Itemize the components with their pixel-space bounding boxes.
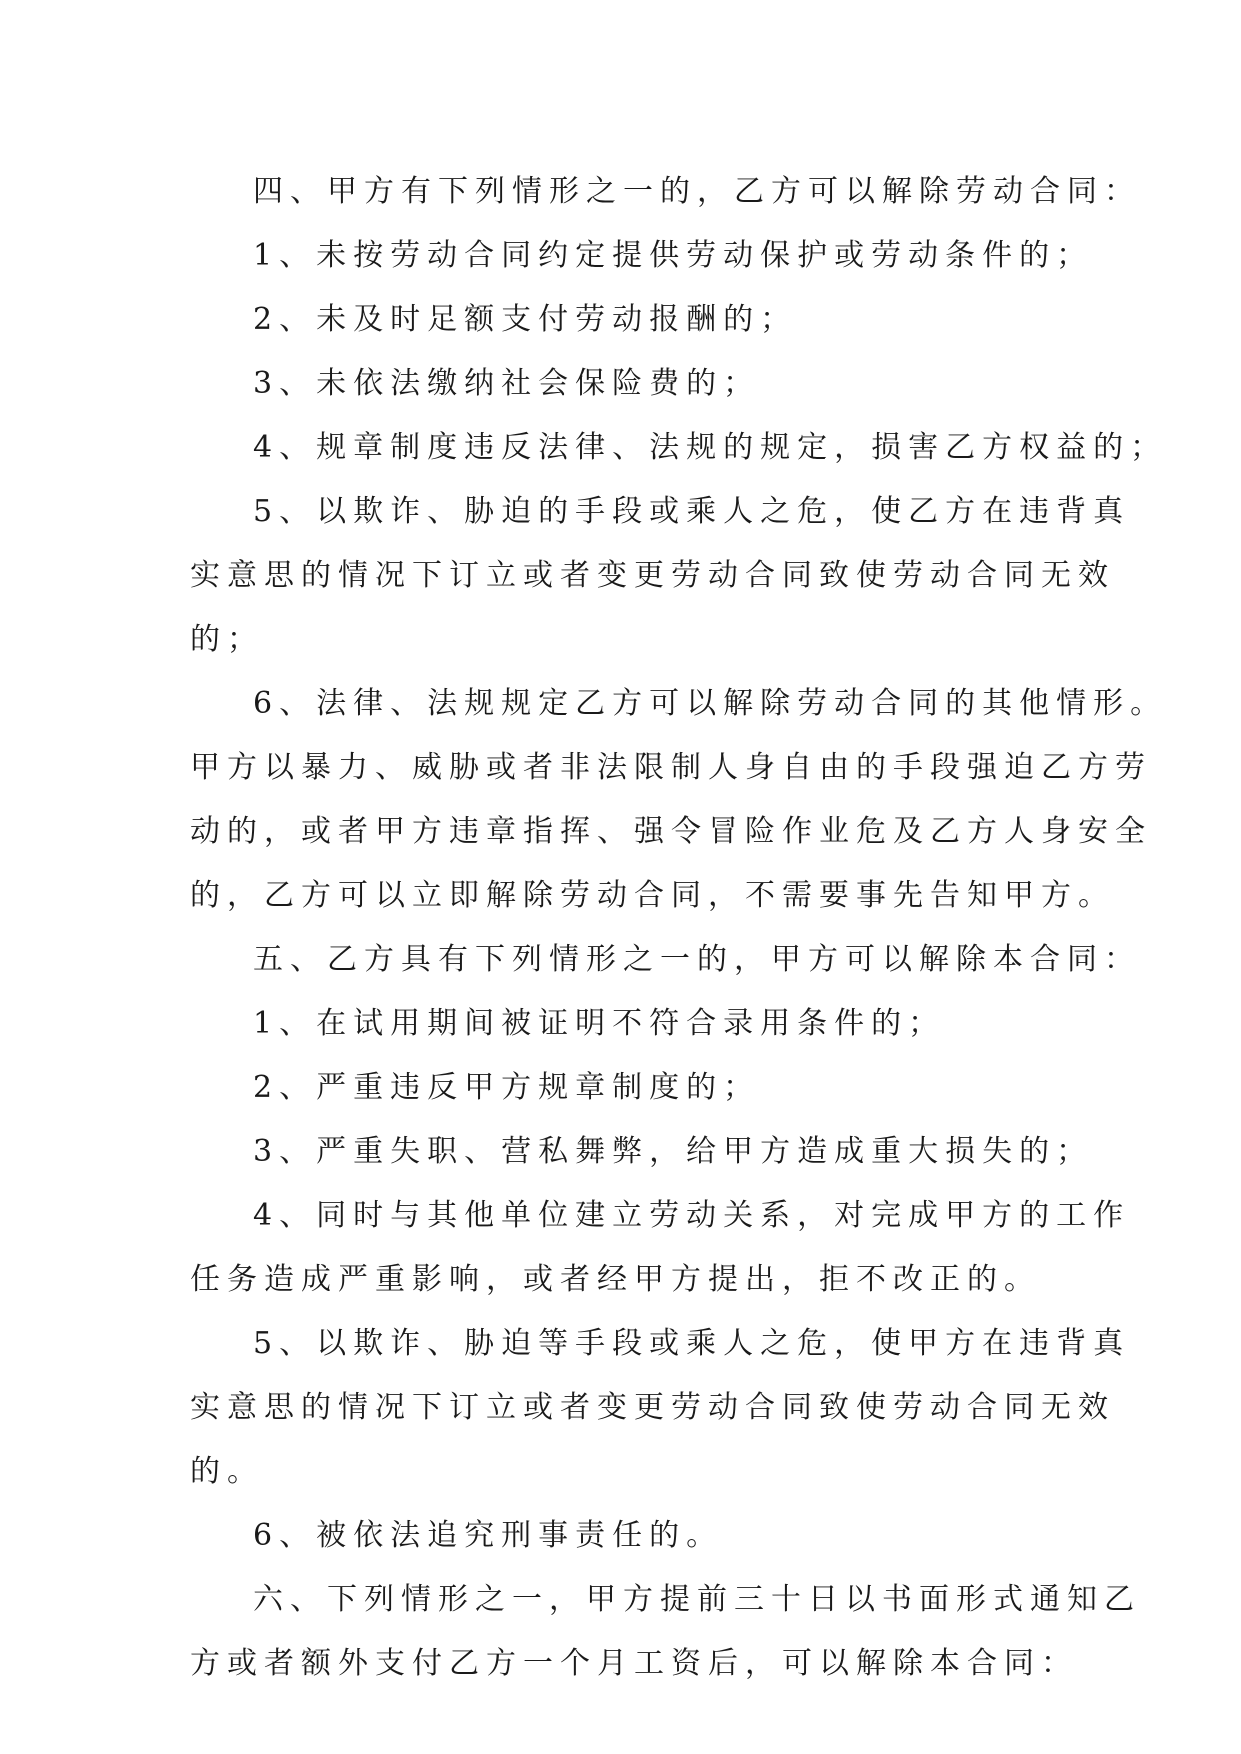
- clause-line: 4、同时与其他单位建立劳动关系，对完成甲方的工作: [253, 1198, 1131, 1233]
- clause-line: 任务造成严重影响，或者经甲方提出，拒不改正的。: [190, 1262, 1041, 1297]
- clause-line: 实意思的情况下订立或者变更劳动合同致使劳动合同无效: [190, 558, 1115, 593]
- clause-line: 实意思的情况下订立或者变更劳动合同致使劳动合同无效: [190, 1390, 1115, 1425]
- clause-line: 1、在试用期间被证明不符合录用条件的；: [253, 1006, 946, 1041]
- clause-line: 3、未依法缴纳社会保险费的；: [253, 366, 761, 401]
- clause-line: 4、规章制度违反法律、法规的规定，损害乙方权益的；: [253, 430, 1168, 465]
- clause-line: 动的，或者甲方违章指挥、强令冒险作业危及乙方人身安全: [190, 814, 1152, 849]
- clause-line: 5、以欺诈、胁迫等手段或乘人之危，使甲方在违背真: [253, 1326, 1131, 1361]
- clause-line: 3、严重失职、营私舞弊，给甲方造成重大损失的；: [253, 1134, 1094, 1169]
- section-heading-5: 五、乙方具有下列情形之一的，甲方可以解除本合同：: [253, 942, 1141, 977]
- clause-line: 2、严重违反甲方规章制度的；: [253, 1070, 761, 1105]
- clause-line: 的；: [190, 622, 264, 657]
- clause-line: 5、以欺诈、胁迫的手段或乘人之危，使乙方在违背真: [253, 494, 1131, 529]
- clause-line: 6、被依法追究刑事责任的。: [253, 1518, 724, 1553]
- clause-line: 甲方以暴力、威胁或者非法限制人身自由的手段强迫乙方劳: [190, 750, 1152, 785]
- section-heading-4: 四、甲方有下列情形之一的，乙方可以解除劳动合同：: [253, 174, 1141, 209]
- section-heading-6: 六、下列情形之一，甲方提前三十日以书面形式通知乙: [253, 1582, 1141, 1617]
- clause-line: 的，乙方可以立即解除劳动合同，不需要事先告知甲方。: [190, 878, 1115, 913]
- contract-body: [190, 160, 1168, 1696]
- clause-line: 2、未及时足额支付劳动报酬的；: [253, 302, 798, 337]
- clause-line: 方或者额外支付乙方一个月工资后，可以解除本合同：: [190, 1646, 1078, 1681]
- clause-line: 1、未按劳动合同约定提供劳动保护或劳动条件的；: [253, 238, 1094, 273]
- clause-line: 的。: [190, 1454, 264, 1489]
- clause-line: 6、法律、法规规定乙方可以解除劳动合同的其他情形。: [253, 686, 1168, 721]
